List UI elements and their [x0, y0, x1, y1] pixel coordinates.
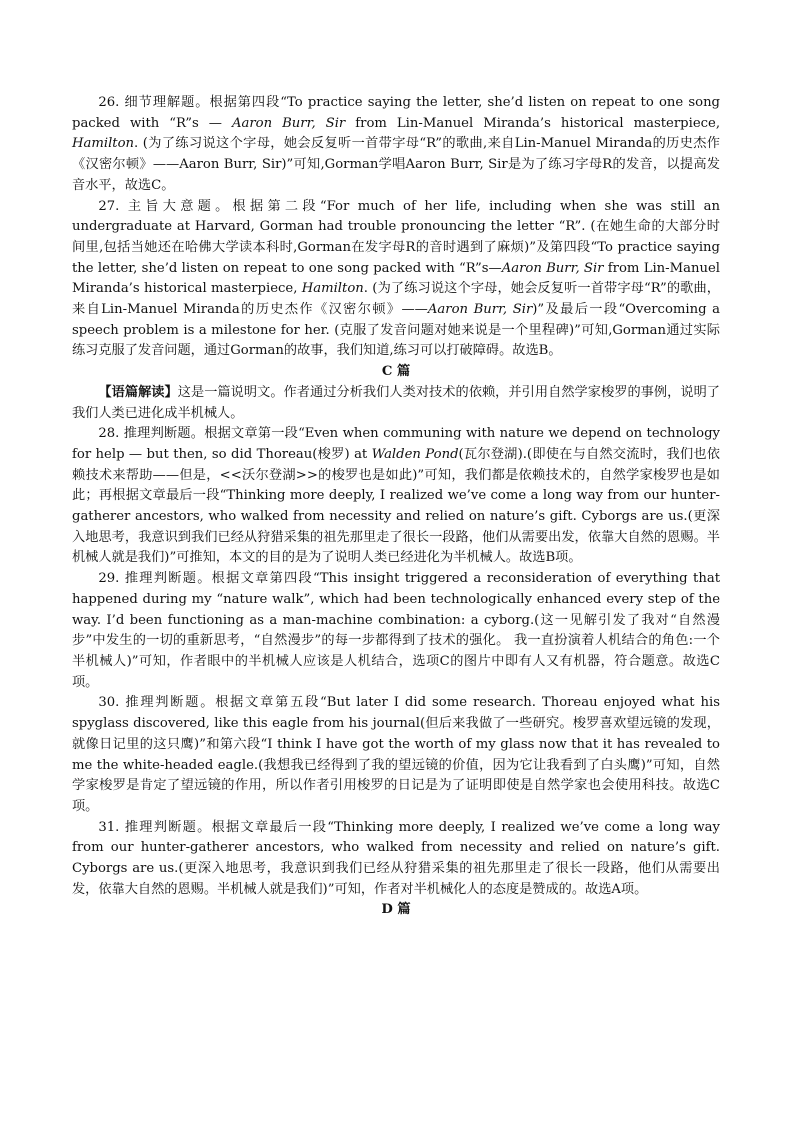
explanation-q29: 29. 推理判断题。根据文章第四段“This insight triggered a reconsideration of everything that happened during my “nature walk”, which had been technologically enhanced every step of the way. I’d been functioning as a man-machine combination: a cyborg.(这一见解引发了我对“自然漫步”中发生的一切的重新思考，“自然漫步”的每一步都得到了技术的强化。 我一直扮演着人机结合的角色:一个半机械人)”可知，作者眼中的半机械人应该是人机结合，选项C的图片中即有人又有机器，符合题意。故选C项。 — [72, 571, 720, 690]
explanation-q28: 28. 推理判断题。根据文章第一段“Even when communing with nature we depend on technology for help — but then, so did Thoreau(梭罗) at Walden Pond(瓦尔登湖).(即使在与自然交流时，我们也依赖技术来帮助——但是，<<沃尔登湖>>的梭罗也是如此)”可知，我们都是依赖技术的，自然学家梭罗也是如此；再根据文章最后一段“Thinking more deeply, I realized we’ve come a long way from our hunter-gatherer ancestors, who walked from necessity and relied on nature’s gift. Cyborgs are us.(更深入地思考，我意识到我们已经从狩猎采集的祖先那里走了很长一段路，他们从需要出发，依靠大自然的恩赐。半机械人就是我们)”可推知，本文的目的是为了说明人类已经进化为半机械人。故选B项。 — [72, 426, 720, 566]
section-heading-c: C 篇 — [381, 364, 411, 380]
explanation-q30: 30. 推理判断题。根据文章第五段“But later I did some research. Thoreau enjoyed what his spyglass discovered, like this eagle from his journal(但后来我做了一些研究。梭罗喜欢望远镜的发现，就像日记里的这只鹰)”和第六段“I think I have got the worth of my glass now that it has revealed to me the white-headed eagle.(我想我已经得到了我的望远镜的价值，因为它让我看到了白头鹰)”可知，自然学家梭罗是肯定了望远镜的作用，所以作者引用梭罗的日记是为了证明即使是自然学家也会使用科技。故选C项。 — [72, 695, 720, 814]
explanation-q26: 26. 细节理解题。根据第四段“To practice saying the letter, she’d listen on repeat to one song packed with “R”s — Aaron Burr, Sir from Lin-Manuel Miranda’s historical masterpiece, Hamilton. (为了练习说这个字母，她会反复听一首带字母“R”的歌曲,来自Lin-Manuel Miranda的历史杰作《汉密尔顿》——Aaron Burr, Sir)”可知,Gorman学唱Aaron Burr, Sir是为了练习字母R的发音，以提高发音水平，故选C。 — [72, 95, 721, 193]
explanation-q27: 27. 主旨大意题。根据第二段“For much of her life, including when she was still an undergraduate at Harvard, Gorman had trouble pronouncing the letter “R”. (在她生命的大部分时间里,包括当她还在哈佛大学读本科时,Gorman在发字母R的音时遇到了麻烦)”及第四段“To practice saying the letter, she’d listen on repeat to one song packed with “R”s—Aaron Burr, Sir from Lin-Manuel Miranda’s historical masterpiece, Hamilton. (为了练习说这个字母，她会反复听一首带字母“R”的歌曲，来自Lin-Manuel Miranda的历史杰作《汉密尔顿》——Aaron Burr, Sir)”及最后一段“Overcoming a speech problem is a milestone for her. (克服了发音问题对她来说是一个里程碑)”可知,Gorman通过实际练习克服了发音问题，通过Gorman的故事，我们知道,练习可以打破障碍。故选B。 — [72, 198, 720, 359]
section-heading-d: D 篇 — [381, 902, 411, 918]
answer-explanations — [72, 93, 720, 921]
explanation-q31: 31. 推理判断题。根据文章最后一段“Thinking more deeply, I realized we’ve come a long way from our hunter-gatherer ancestors, who walked from necessity and relied on nature’s gift. Cyborgs are us.(更深入地思考，我意识到我们已经从狩猎采集的祖先那里走了很长一段路，他们从需要出发，依靠大自然的恩赐。半机械人就是我们)”可知，作者对半机械化人的态度是赞成的。故选A项。 — [72, 819, 720, 897]
passage-intro-c: 【语篇解读】这是一篇说明文。作者通过分析我们人类对技术的依赖，并引用自然学家梭罗的事例，说明了我们人类已进化成半机械人。 — [72, 384, 720, 421]
